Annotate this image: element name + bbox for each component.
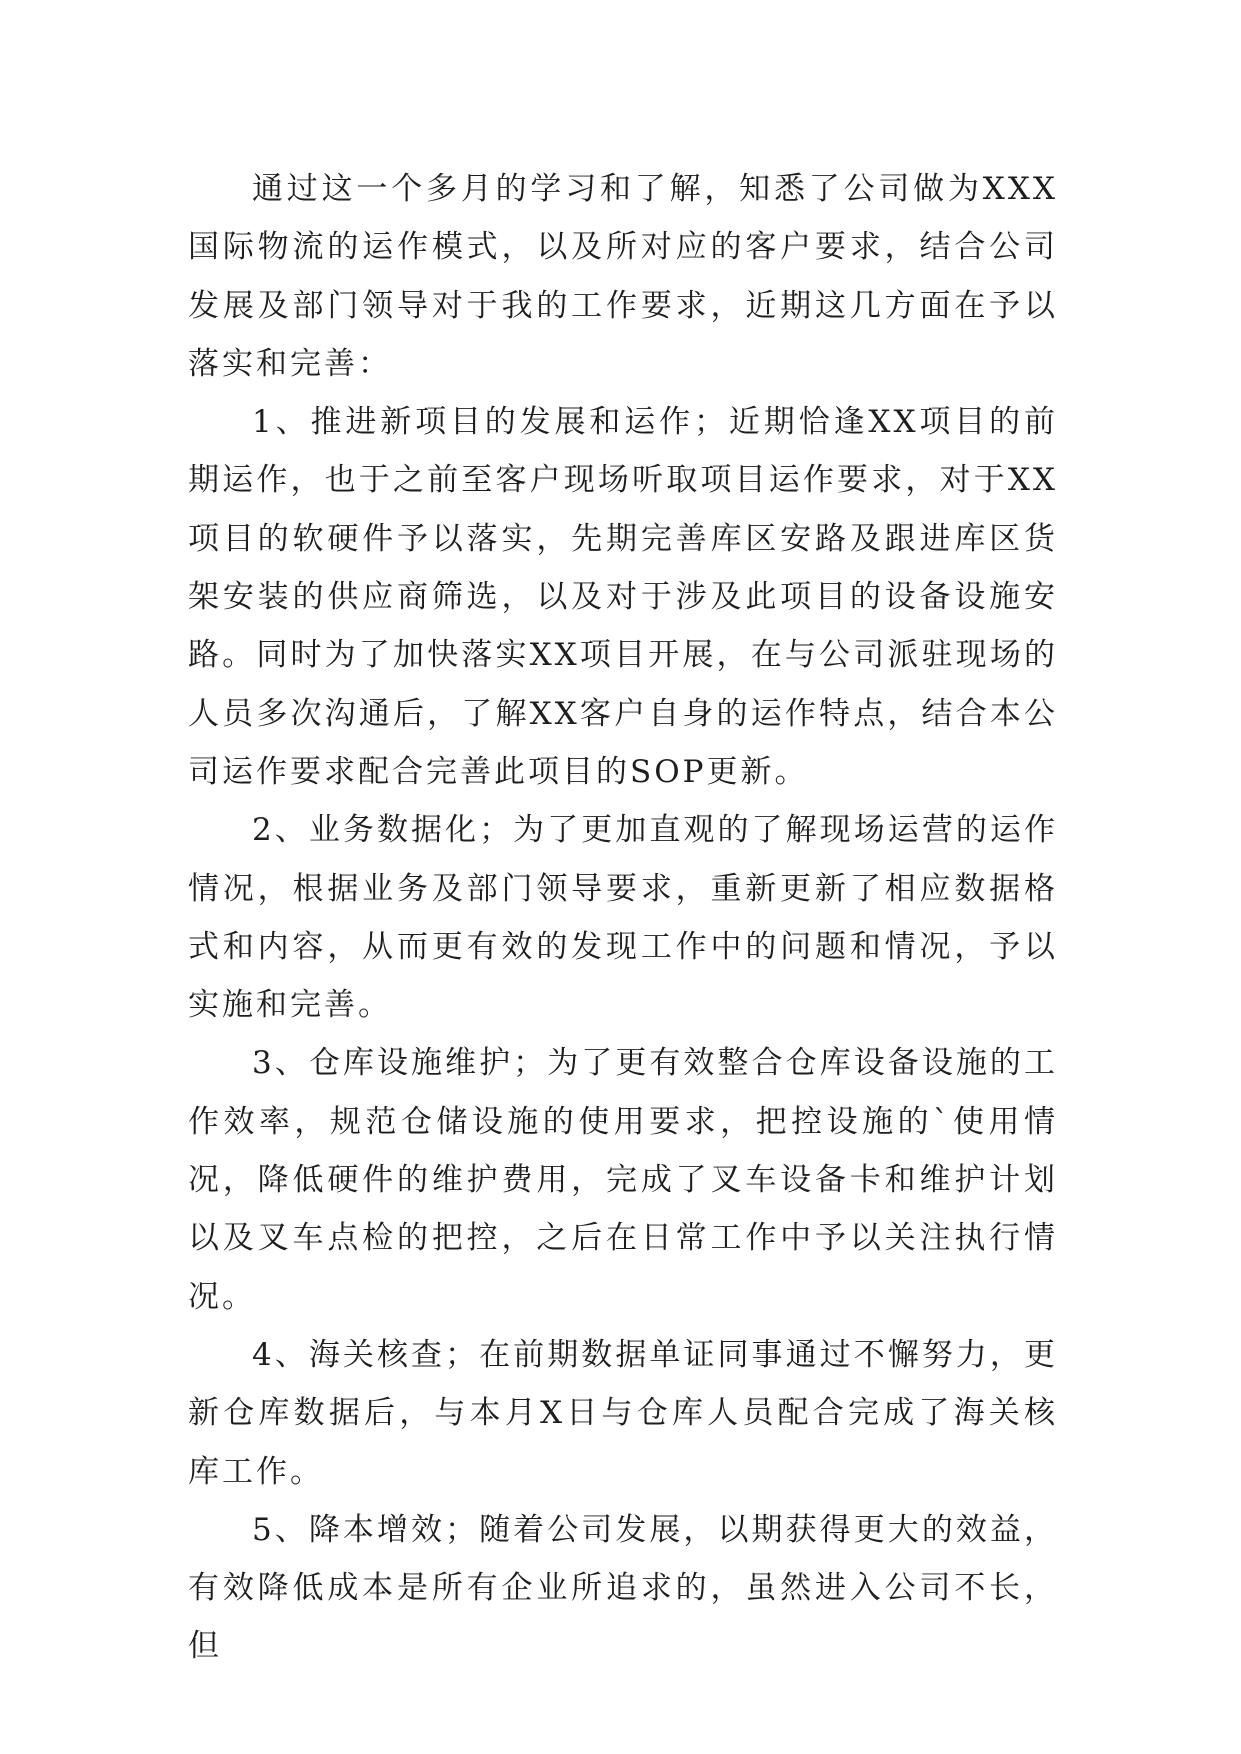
document-body <box>188 160 1058 1676</box>
paragraph-item-5: 5、降本增效；随着公司发展，以期获得更大的效益，有效降低成本是所有企业所追求的，虽然进入公司不长，但 <box>188 1511 1058 1665</box>
paragraph-item-2: 2、业务数据化；为了更加直观的了解现场运营的运作情况，根据业务及部门领导要求，重新更新了相应数据格式和内容，从而更有效的发现工作中的问题和情况，予以实施和完善。 <box>188 812 1058 1024</box>
paragraph-item-3: 3、仓库设施维护；为了更有效整合仓库设备设施的工作效率，规范仓储设施的使用要求，把控设施的`使用情况，降低硬件的维护费用，完成了叉车设备卡和维护计划以及叉车点检的把控，之后在日常工作中予以关注执行情况。 <box>188 1045 1058 1315</box>
paragraph-intro: 通过这一个多月的学习和了解，知悉了公司做为XXX国际物流的运作模式，以及所对应的客户要求，结合公司发展及部门领导对于我的工作要求，近期这几方面在予以落实和完善： <box>188 171 1058 382</box>
paragraph-item-4: 4、海关核查；在前期数据单证同事通过不懈努力，更新仓库数据后，与本月X日与仓库人员配合完成了海关核库工作。 <box>188 1336 1058 1490</box>
paragraph-item-1: 1、推进新项目的发展和运作；近期恰逢XX项目的前期运作，也于之前至客户现场听取项目运作要求，对于XX项目的软硬件予以落实，先期完善库区安路及跟进库区货架安装的供应商筛选，以及对于涉及此项目的设备设施安路。同时为了加快落实XX项目开展，在与公司派驻现场的人员多次沟通后，了解XX客户自身的运作特点，结合本公司运作要求配合完善此项目的SOP更新。 <box>188 404 1058 790</box>
